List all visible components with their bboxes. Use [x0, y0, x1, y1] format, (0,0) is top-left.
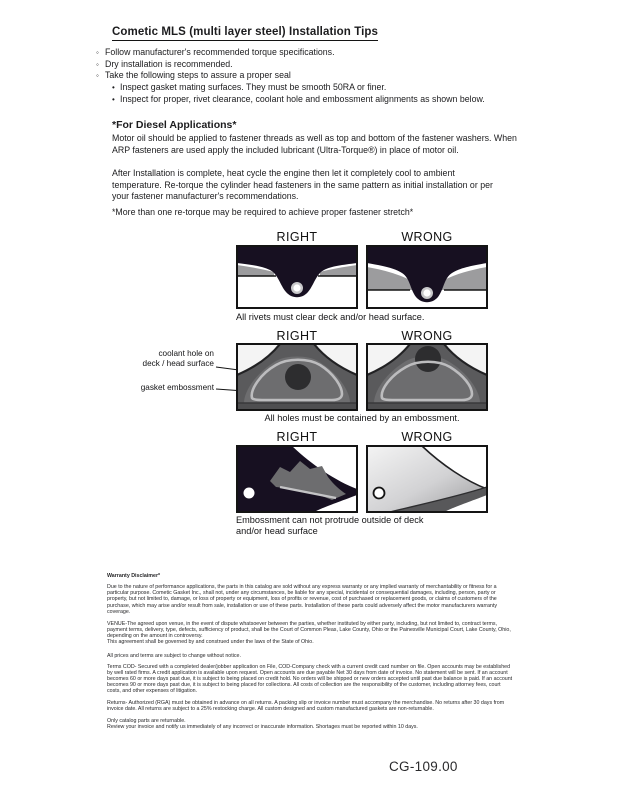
deck-strip — [367, 403, 487, 410]
diesel-heading: *For Diesel Applications* — [112, 119, 237, 131]
open-bullet-icon: ◦ — [96, 71, 99, 81]
tip-text: Take the following steps to assure a proper seal — [105, 70, 291, 81]
embossment-caption-line1: Embossment can not protrude outside of deck — [236, 515, 424, 525]
embossment-caption-line2: and/or head surface — [236, 526, 318, 536]
diesel-paragraph-1: Motor oil should be applied to fastener threads as well as top and bottom of the fastener washers. When ARP fasteners are used apply the included lubricant (Ultra-Torque®) in place of motor oil. — [112, 133, 517, 155]
filled-bullet-icon: • — [112, 94, 115, 104]
gasket-embossment-label: gasket embossment — [140, 383, 214, 392]
list-item — [112, 94, 485, 106]
holes-caption: All holes must be contained by an embossment. — [264, 413, 460, 423]
list-item — [112, 82, 485, 94]
filled-bullet-icon: • — [112, 83, 115, 93]
diagram-hole-wrong — [366, 343, 488, 411]
open-bullet-icon: ◦ — [96, 48, 99, 57]
coolant-hole-icon — [415, 346, 441, 372]
open-bullet-icon: ◦ — [96, 59, 99, 69]
diagram-embossment-right — [236, 445, 358, 513]
disclaimer-returns: Returns- Authorized (RGA) must be obtained in advance on all returns. A packing slip or invoice number must accompany the merchandise. No returns after 30 days from invoice date. All returns are subject to a 25% restocking charge. All custom designed and custom manufactured gaskets are non-returnable. — [107, 699, 505, 712]
right-label-holes: RIGHT — [276, 329, 318, 343]
page-title: Cometic MLS (multi layer steel) Installation Tips — [112, 26, 378, 41]
tip-text: Inspect for proper, rivet clearance, coolant hole and embossment alignments as shown below. — [120, 93, 485, 104]
disclaimer-heading: Warranty Disclaimer* — [107, 573, 161, 579]
disclaimer-venue: VENUE-The agreed upon venue, in the event of dispute whatsoever between the parties, whether instituted by either party, including, but not limited to, contract terms, payment terms, delivery, type, defects, sufficiency of product, shall be the Court of Common Pleas, Lake County, Ohio or the Painesville Municipal Court, Lake County, Ohio, depending on the amount in controversy. — [107, 620, 511, 640]
warranty-disclaimer — [107, 573, 514, 735]
page-number: CG-109.00 — [389, 759, 458, 774]
wrong-label-rivets: WRONG — [401, 230, 453, 244]
rivet-center — [423, 289, 430, 296]
diagram-rivet-right — [236, 245, 358, 309]
bolt-hole-icon — [374, 488, 385, 499]
diesel-paragraph-2: After Installation is complete, heat cycle the engine then let it completely cool to ambient temperature. Re-torque the cylinder head fasteners in the same pattern as initial installation or per your fastener manufacturer's recommendations. — [112, 168, 493, 202]
right-label-embossment: RIGHT — [276, 430, 318, 444]
coolant-hole-icon — [285, 364, 311, 390]
wrong-label-embossment: WRONG — [401, 430, 453, 444]
disclaimer-review: Review your invoice and notify us immediately of any incorrect or inaccurate information. Shortages must be reported within 10 days. — [107, 723, 418, 730]
coolant-hole-label — [100, 349, 214, 369]
tip-text: Dry installation is recommended. — [105, 58, 233, 69]
tip-text: Inspect gasket mating surfaces. They must be smooth 50RA or finer. — [120, 82, 387, 93]
right-label-rivets: RIGHT — [276, 230, 318, 244]
disclaimer-prices: All prices and terms are subject to change without notice. — [107, 652, 241, 659]
disclaimer-terms: Terms COD- Secured with a completed dealer/jobber application on File, COD-Company check with a current credit card number on file. Open accounts may be established by well rated firms. A credit application is available upon request. Open accounts are due payable Net 30 days from date of invoice. No statement will be sent. If an account becomes 60 or more days past due, it is subject to being placed on credit hold. No orders will be shipped or new orders accepted until past due balance is paid. If an account becomes 90 or more days past due, it is subject to being placed for collections. All costs of collection are the responsibility of the customer, including attorney fees, court costs, and other expenses of litigation. — [107, 663, 513, 695]
disclaimer-agreement: This agreement shall be governed by and construed under the laws of the State of Ohio. — [107, 639, 314, 646]
disclaimer-catalog: Only catalog parts are returnable. — [107, 717, 186, 724]
tip-text: Follow manufacturer's recommended torque specifications. — [105, 47, 335, 57]
bolt-hole-icon — [244, 488, 255, 499]
retorque-note: *More than one re-torque may be required to achieve proper fastener stretch* — [112, 207, 414, 217]
list-item — [96, 47, 485, 59]
diagram-rivet-wrong — [366, 245, 488, 309]
tips-list — [96, 47, 485, 106]
rivet-center — [293, 284, 300, 291]
list-item — [96, 59, 485, 71]
coolant-label-line1: coolant hole on — [158, 349, 214, 358]
wrong-label-holes: WRONG — [401, 329, 453, 343]
coolant-label-line2: deck / head surface — [142, 359, 214, 369]
diagram-hole-right — [236, 343, 358, 411]
rivets-caption: All rivets must clear deck and/or head surface. — [236, 312, 425, 322]
diagram-embossment-wrong — [366, 445, 488, 513]
disclaimer-warranty: Due to the nature of performance applications, the parts in this catalog are sold without any express warranty or any implied warranty of merchantability or fitness for a particular purpose. Cometic Gasket Inc., shall not, under any circumstances, be liable for any special, incidental or consequential damages, including, person, party or property, but not limited to, damage, or loss of property or equipment, loss of profits or revenue, cost of purchased or replacement goods, or claims of customers of the purchase, which may arise and/or result from sale, installation or use of these parts. Installation of these parts could adversely affect the motor manufacturers warranty coverage. — [107, 584, 498, 615]
list-item — [96, 70, 485, 82]
deck-strip — [237, 403, 357, 410]
